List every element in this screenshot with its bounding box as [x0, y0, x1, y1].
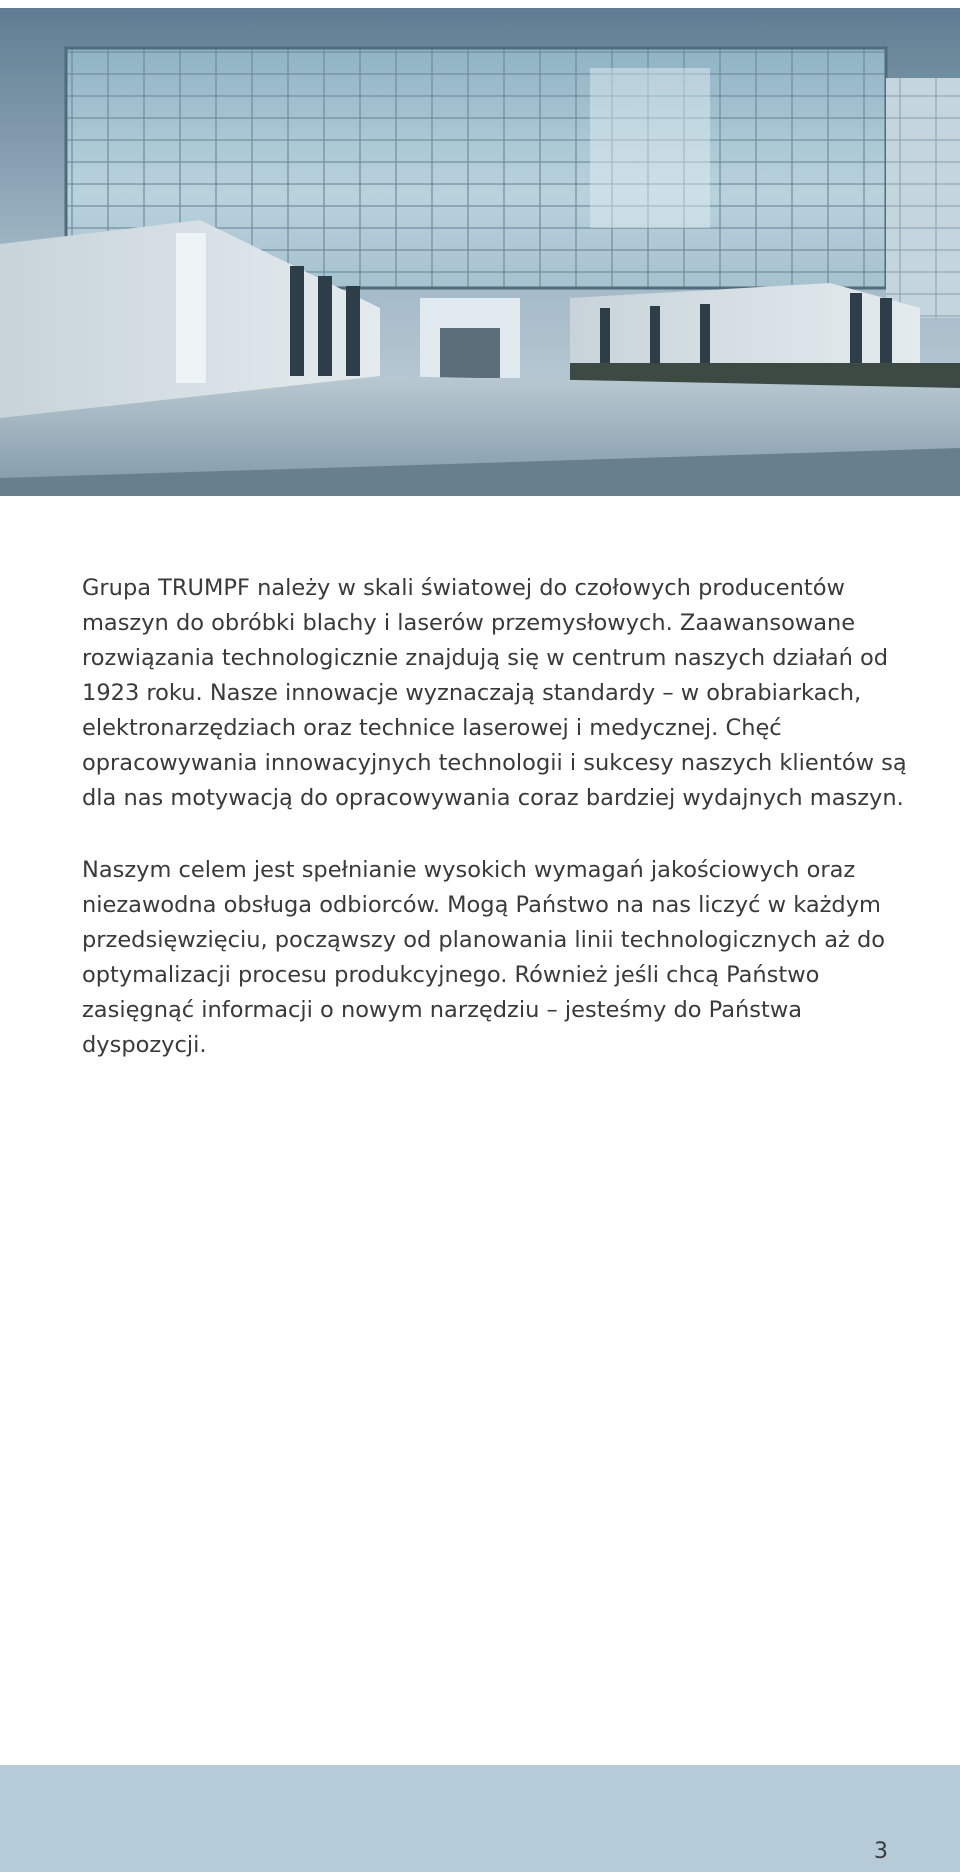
building-photo	[0, 8, 960, 496]
footer-band	[0, 1765, 960, 1872]
intro-paragraph: Grupa TRUMPF należy w skali światowej do czołowych producentów maszyn do obróbki blachy i laserów przemysłowych. Zaawansowane rozwiązania technologicznie znajdują się w centrum naszych działań od 1923 roku. Nasze innowacje wyznaczają standardy – w obrabiarkach, elektronarzędziach oraz technice laserowej i medycznej. Chęć opracowywania innowacyjnych technologii i sukcesy naszych klientów są dla nas motywacją do opracowywania coraz bardziej wydajnych maszyn.	[82, 575, 907, 811]
service-paragraph: Naszym celem jest spełnianie wysokich wymagań jakościowych oraz niezawodna obsługa odbiorców. Mogą Państwo na nas liczyć w każdym przedsięwzięciu, począwszy od planowania linii technologicznych aż do optymalizacji procesu produkcyjnego. Również jeśli chcą Państwo zasięgnąć informacji o nowym narzędziu – jesteśmy do Państwa dyspozycji.	[82, 857, 886, 1058]
page-number: 3	[874, 1839, 888, 1864]
